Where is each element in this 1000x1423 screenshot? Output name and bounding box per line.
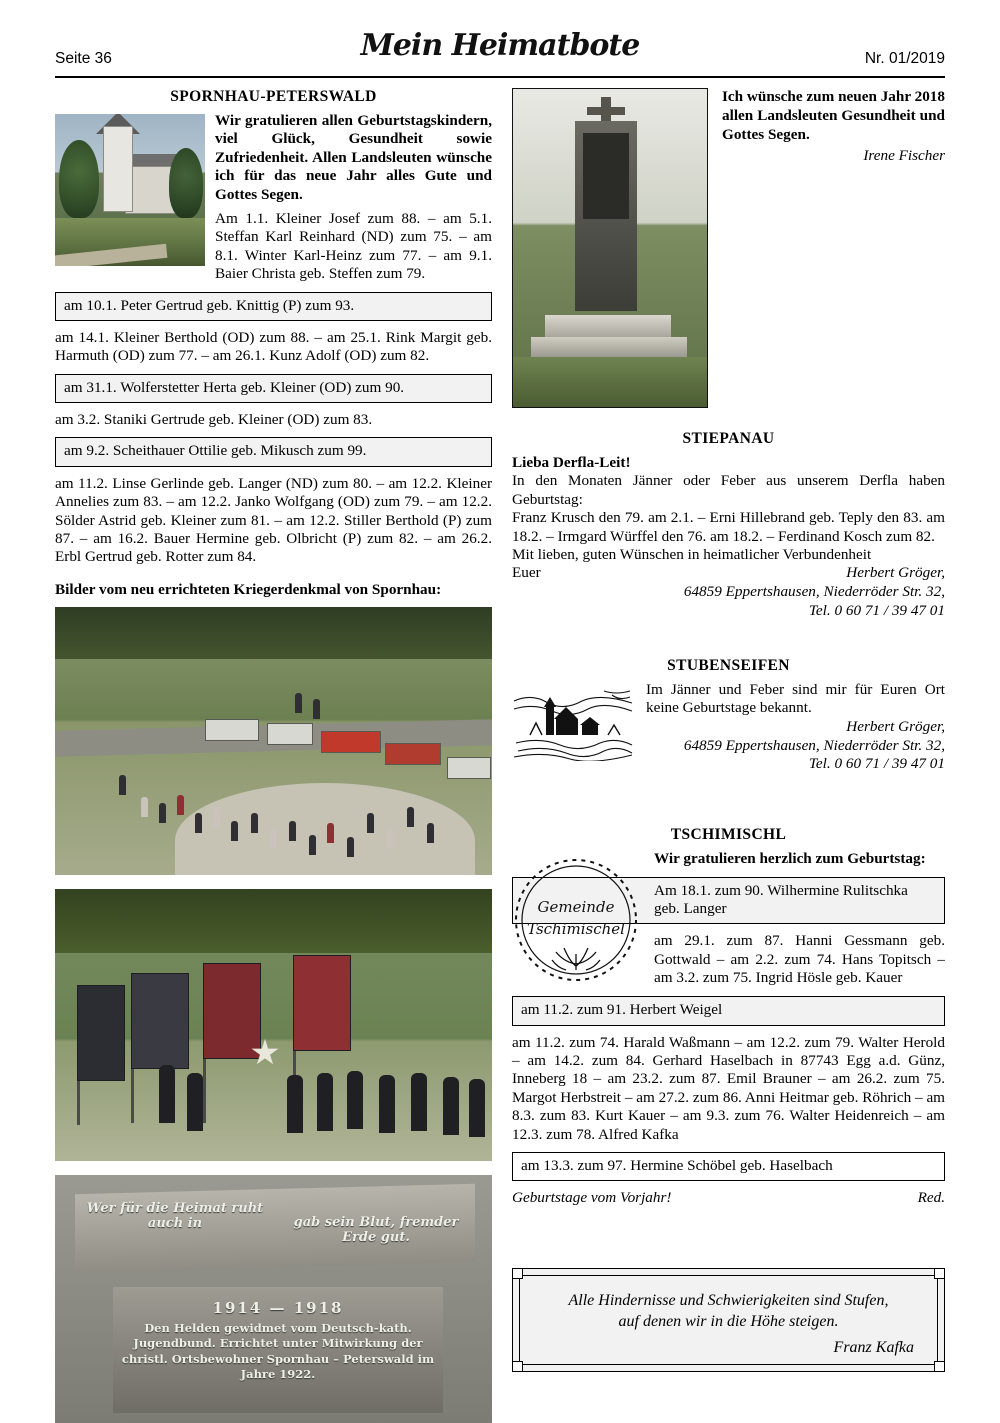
- issue-number: Nr. 01/2019: [864, 50, 945, 67]
- tschimischl-birthdays-1: am 29.1. zum 87. Hanni Gessmann geb. Gottwald – am 2.2. zum 74. Hans Topitsch – am 3.2. zum 75. Ingrid Hösle geb. Kauer: [654, 932, 945, 987]
- person: [347, 837, 354, 857]
- section-title-stubenseifen: STUBENSEIFEN: [667, 656, 790, 674]
- marcher: [287, 1075, 303, 1133]
- tschimischl-block: [512, 850, 945, 988]
- highlight-box-3: am 9.2. Scheithauer Ottilie geb. Mikusch zum 99.: [55, 437, 492, 466]
- left-column: [55, 88, 492, 1423]
- spornhau-birthdays-4: am 11.2. Linse Gerlinde geb. Langer (ND) zum 80. – am 12.2. Kleiner Annelies zum 83. – am 12.2. Janko Wolfgang (OD) zum 79. – am 12.2. Sölder Astrid geb. Kleiner zum 81. – am 12.2. Stiller Berthold (P) zum 87. – am 16.2. Bauer Hermine geb. Olbricht (P) zum 82. – am 26.2. Erbl Gertrud geb. Rotter zum 84.: [55, 474, 492, 566]
- highlight-box-5: am 11.2. zum 91. Herbert Weigel: [512, 996, 945, 1025]
- masthead: [55, 28, 945, 74]
- flag: [131, 973, 189, 1069]
- church-photo: [55, 114, 205, 266]
- person: [367, 813, 374, 833]
- marcher: [443, 1077, 459, 1135]
- photo-crowd-at-memorial: [55, 607, 492, 875]
- stubenseifen-address: 64859 Eppertshausen, Niederröder Str. 32,: [683, 736, 945, 754]
- person: [295, 693, 302, 713]
- quote-text: [541, 1291, 916, 1333]
- highlight-box-2: am 31.1. Wolferstetter Herta geb. Kleiner (OD) zum 90.: [55, 374, 492, 403]
- section-title-stiepanau: STIEPANAU: [682, 430, 775, 447]
- section-title-tschimischl: TSCHIMISCHL: [670, 826, 787, 844]
- photo-series-caption: Bilder vom neu errichteten Kriegerdenkmal von Spornhau:: [55, 580, 442, 598]
- inscription-left: Wer für die Heimat ruht auch in: [86, 1200, 264, 1231]
- person: [141, 797, 148, 817]
- person: [177, 795, 184, 815]
- marcher: [317, 1073, 333, 1131]
- spornhau-intro-block: [55, 112, 492, 284]
- marcher: [411, 1073, 427, 1131]
- new-year-wish-block: [512, 88, 945, 416]
- spornhau-birthdays-3: am 3.2. Staniki Gertrude geb. Kleiner (OD) zum 83.: [55, 411, 373, 429]
- person: [231, 821, 238, 841]
- marcher: [347, 1071, 363, 1129]
- stiepanau-signature: Herbert Gröger,: [846, 564, 945, 582]
- flag: [77, 985, 125, 1081]
- person: [313, 699, 320, 719]
- right-column: [512, 88, 945, 1207]
- inscription-right: gab sein Blut, fremder Erde gut.: [293, 1214, 459, 1245]
- corner-ornament: [512, 1268, 523, 1279]
- tree-icon: [169, 148, 203, 218]
- spornhau-birthdays-1: Am 1.1. Kleiner Josef zum 88. – am 5.1. Steffan Karl Reinhard (ND) zum 75. – am 8.1. Winter Karl-Heinz zum 77. – am 9.1. Baier Christa geb. Steffen zum 79.: [215, 209, 492, 283]
- stiepanau-address: 64859 Eppertshausen, Niederröder Str. 32,: [683, 583, 945, 601]
- stiepanau-closing: Euer: [512, 564, 541, 582]
- marcher: [379, 1075, 395, 1133]
- page-number: Seite 36: [55, 50, 112, 67]
- stiepanau-greeting: Lieba Derfla-Leit!: [512, 454, 631, 471]
- tree-icon: [59, 140, 99, 218]
- church-tower: [103, 126, 133, 212]
- vehicle: [205, 719, 259, 741]
- person: [159, 803, 166, 823]
- person: [119, 775, 126, 795]
- quote-line-1: Alle Hindernisse und Schwierigkeiten sind Stufen,: [568, 1292, 889, 1309]
- municipal-seal: [512, 856, 640, 984]
- fire-truck: [385, 743, 441, 765]
- quote-author: Franz Kafka: [833, 1339, 914, 1356]
- corner-ornament: [934, 1268, 945, 1279]
- inscription-dedication: Den Helden gewidmet vom Deutsch-kath. Jugendbund. Errichtet unter Mitwirkung der christl. Ortsbewohner Spornhau – Peterswald im Jahre 1922.: [121, 1320, 435, 1382]
- person: [427, 823, 434, 843]
- header-divider: [55, 76, 945, 78]
- forest-background: [55, 889, 492, 953]
- fire-truck: [321, 731, 381, 753]
- stubenseifen-signature: Herbert Gröger,: [846, 717, 945, 735]
- person: [327, 823, 334, 843]
- person: [309, 835, 316, 855]
- section-title-spornhau: SPORNHAU-PETERSWALD: [170, 88, 377, 105]
- quote-line-2: auf denen wir in die Höhe steigen.: [618, 1312, 839, 1330]
- sledding-illustration: [520, 179, 720, 369]
- corner-ornament: [934, 1361, 945, 1372]
- person: [213, 807, 220, 827]
- svg-text:Tschimischel: Tschimischel: [527, 920, 625, 939]
- tschimischl-birthdays-2: am 11.2. zum 74. Harald Waßmann – am 12.2. zum 79. Walter Herold – am 14.2. zum 84. Gerhard Haselbach in 87743 Egg a.d. Günz, Inneberg 18 – am 23.2. zum 87. Emil Brauner – am 26.2. zum 75. Margot Herbstreit – am 27.2. zum 86. Anni Heitmar geb. Röhrich – am 8.3. zum 83. Kurt Kauer – am 9.3. zum 76. Walter Heidenreich – am 12.3. zum 78. Alfred Kafka: [512, 1033, 945, 1143]
- spornhau-intro-text: Wir gratulieren allen Geburtstagskindern, viel Glück, Gesundheit sowie Zufriedenheit. Allen Landsleuten wünsche ich für das neue Jahr alles Gute und Gottes Segen.: [215, 112, 492, 203]
- forest-background: [55, 607, 492, 659]
- village-sketch-svg: [512, 685, 634, 761]
- new-year-wish-author: Irene Fischer: [863, 146, 945, 164]
- inscription-years: 1914 — 1918: [212, 1298, 344, 1317]
- masthead-title: Mein Heimatbote: [360, 28, 640, 63]
- person: [251, 813, 258, 833]
- person: [387, 829, 394, 849]
- vehicle: [267, 723, 313, 745]
- spornhau-birthdays-2: am 14.1. Kleiner Berthold (OD) zum 88. – am 25.1. Rink Margit geb. Harmuth (OD) zum 77. – am 26.1. Kunz Adolf (OD) zum 82.: [55, 328, 492, 365]
- highlight-box-1: am 10.1. Peter Gertrud geb. Knittig (P) zum 93.: [55, 292, 492, 321]
- corner-ornament: [512, 1361, 523, 1372]
- editorial-note-signature: Red.: [917, 1189, 945, 1207]
- person: [195, 813, 202, 833]
- person: [269, 829, 276, 849]
- stubenseifen-block: [512, 681, 945, 774]
- flag: [293, 955, 351, 1051]
- marcher: [187, 1073, 203, 1131]
- stiepanau-phone: Tel. 0 60 71 / 39 47 01: [808, 602, 945, 620]
- stiepanau-birthdays: Franz Krusch den 79. am 2.1. – Erni Hillebrand geb. Teply den 83. am 18.2. – Irmgard Würffel den 76. am 18.2. – Ferdinand Kosch zum 82.: [512, 509, 945, 545]
- stubenseifen-text: Im Jänner und Feber sind mir für Euren Ort keine Geburtstage bekannt.: [646, 680, 945, 717]
- vehicle: [447, 757, 491, 779]
- stiepanau-intro: In den Monaten Jänner oder Feber aus unserem Derfla haben Geburtstag:: [512, 472, 945, 508]
- person: [289, 821, 296, 841]
- highlight-box-6: am 13.3. zum 97. Hermine Schöbel geb. Haselbach: [512, 1152, 945, 1181]
- village-sketch-illustration: [512, 685, 634, 761]
- municipal-seal-svg: [512, 856, 640, 984]
- photo-flag-bearers: [55, 889, 492, 1161]
- stiepanau-wishes: Mit lieben, guten Wünschen in heimatlicher Verbundenheit: [512, 545, 872, 563]
- new-year-wish-text: Ich wünsche zum neuen Jahr 2018 allen Landsleuten Gesundheit und Gottes Segen.: [722, 88, 945, 143]
- tschimischl-congrats: Wir gratulieren herzlich zum Geburtstag:: [654, 850, 926, 868]
- marcher: [469, 1079, 485, 1137]
- editorial-note: [512, 1189, 945, 1207]
- highlight-box-4: Am 18.1. zum 90. Wilhermine Rulitschka geb. Langer: [512, 877, 945, 925]
- person: [407, 807, 414, 827]
- flag: [203, 963, 261, 1059]
- svg-text:Gemeinde: Gemeinde: [537, 898, 615, 917]
- photo-memorial-stone: [55, 1175, 492, 1423]
- editorial-note-text: Geburtstage vom Vorjahr!: [512, 1189, 672, 1207]
- stubenseifen-phone: Tel. 0 60 71 / 39 47 01: [808, 755, 945, 773]
- quote-box: [512, 1268, 945, 1372]
- marcher: [159, 1065, 175, 1123]
